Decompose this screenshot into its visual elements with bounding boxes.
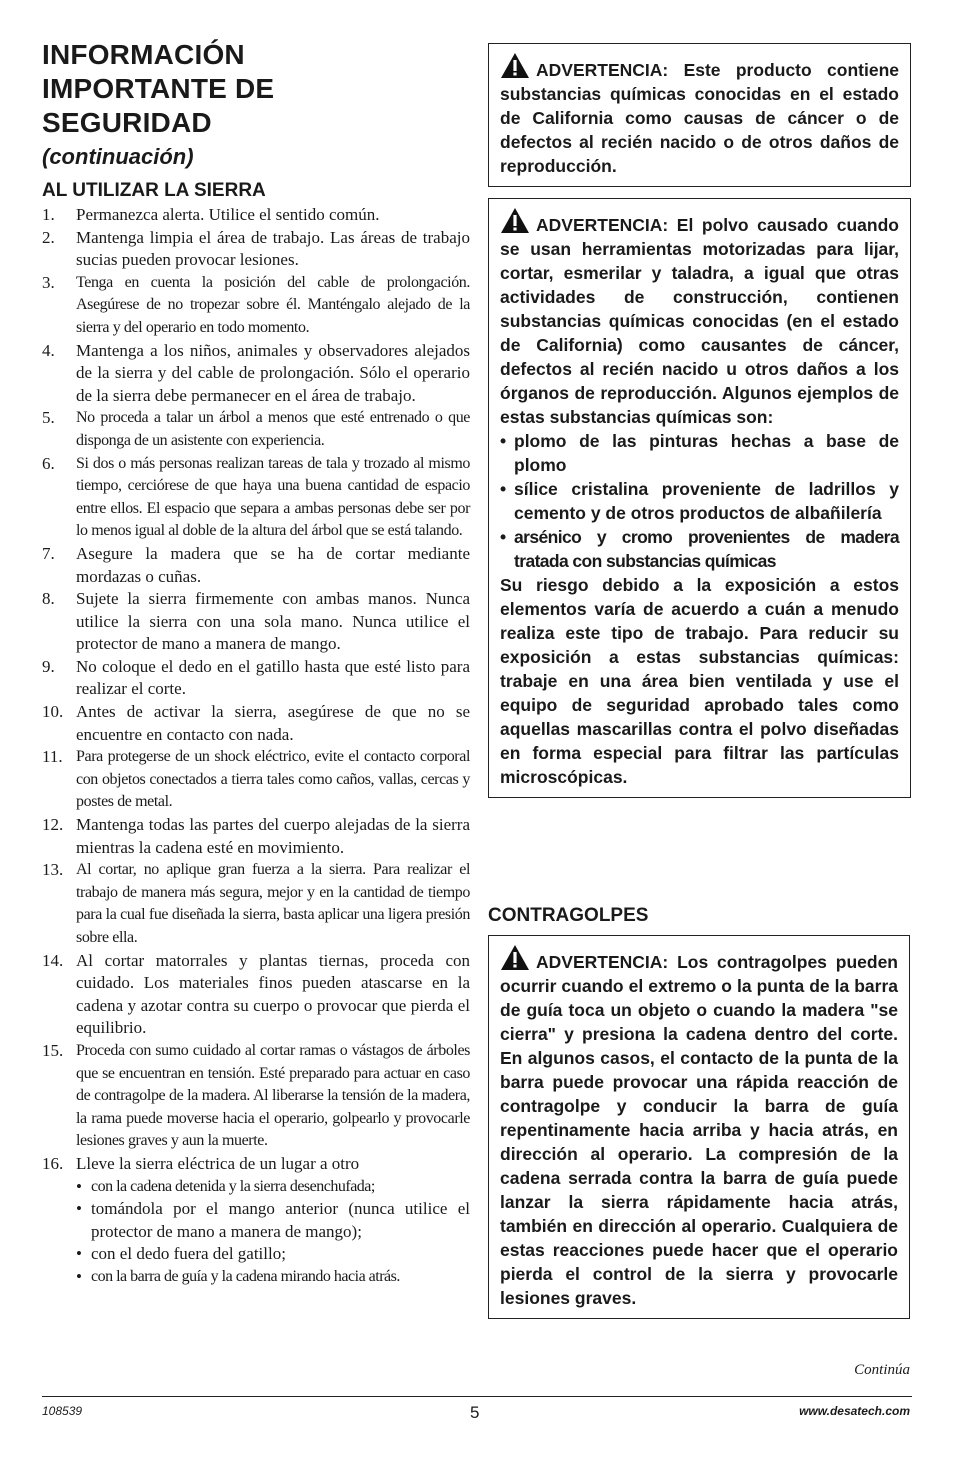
sub-list-item bbox=[76, 1176, 470, 1199]
item-text: Mantenga a los niños, animales y observadores alejados de la sierra y del cable de prolongación. Sólo el operario de la sierra debe permanecer en el área de trabajo. bbox=[76, 340, 470, 405]
item-text: Para protegerse de un shock eléctrico, evite el contacto corporal con objetos conectados a tierra tales como caños, vallas, cercas y postes de metal. bbox=[76, 748, 470, 811]
list-item bbox=[42, 588, 470, 656]
list-item bbox=[42, 453, 470, 543]
left-column bbox=[42, 38, 470, 1289]
item-text: Proceda con sumo cuidado al cortar ramas o vástagos de árboles que se encuentran en tensión. Esté preparado para actuar en caso de contragolpe de la madera. Al liberarse la tensión de la madera, la rama puede moverse hacia el operario, golpearlo y provocarle lesiones graves y aun la muerte. bbox=[76, 1041, 470, 1150]
title-line-1: INFORMACIÓN bbox=[42, 39, 245, 70]
right-column bbox=[488, 43, 911, 798]
carry-subitems-list bbox=[76, 1176, 470, 1289]
item-number: 11. bbox=[42, 747, 63, 767]
sub-list-item bbox=[76, 1266, 470, 1289]
bullet-text: sílice cristalina proveniente de ladrillos y cemento y de otros productos de albañilería bbox=[514, 479, 899, 523]
item-number: 1. bbox=[42, 205, 55, 224]
bullet-icon: • bbox=[76, 1176, 82, 1196]
bullet-icon: • bbox=[76, 1266, 82, 1286]
bullet-icon: • bbox=[500, 527, 507, 547]
title-line-3: SEGURIDAD bbox=[42, 107, 212, 138]
sub-list-item bbox=[76, 1243, 470, 1266]
page-subtitle: (continuación) bbox=[42, 144, 194, 169]
list-item bbox=[42, 701, 470, 746]
list-item bbox=[42, 859, 470, 949]
kickback-section-heading: CONTRAGOLPES bbox=[488, 905, 649, 926]
bullet-icon: • bbox=[500, 479, 507, 499]
warning-triangle-icon bbox=[500, 52, 530, 79]
warning-paragraph bbox=[500, 207, 899, 429]
item-text: Antes de activar la sierra, asegúrese de que no se encuentre en contacto con nada. bbox=[76, 702, 470, 744]
page-title bbox=[42, 38, 470, 140]
list-item bbox=[42, 227, 470, 272]
item-text: Si dos o más personas realizan tareas de tala y trozado al mismo tiempo, cerciórese de que haya una buena cantidad de espacio entre ellos. El espacio que separa a ambas personas debe ser por lo menos igual al doble de la altura del árbol que se está talando. bbox=[76, 454, 470, 540]
list-item bbox=[42, 543, 470, 588]
list-item bbox=[42, 656, 470, 701]
dust-warning-box bbox=[488, 198, 911, 798]
item-number: 2. bbox=[42, 227, 55, 247]
item-number: 7. bbox=[42, 543, 55, 563]
item-text: Tenga en cuenta la posición del cable de prolongación. Asegúrese de no tropezar sobre él. Manténgalo alejado de la sierra y del operario en todo momento. bbox=[76, 273, 470, 336]
list-item bbox=[42, 204, 470, 227]
list-item bbox=[500, 477, 899, 525]
doc-number: 108539 bbox=[42, 1404, 83, 1418]
list-item bbox=[42, 746, 470, 814]
website-link[interactable]: www.desatech.com bbox=[799, 1404, 910, 1418]
chemical-examples-list bbox=[500, 429, 899, 573]
item-number: 15. bbox=[42, 1040, 64, 1060]
list-item bbox=[42, 1153, 470, 1289]
list-item bbox=[500, 429, 899, 477]
item-number: 12. bbox=[42, 815, 64, 835]
list-item bbox=[42, 272, 470, 340]
sub-item-text: con la barra de guía y la cadena mirando hacia atrás. bbox=[91, 1267, 400, 1285]
item-number: 6. bbox=[42, 453, 55, 473]
item-number: 8. bbox=[42, 589, 55, 609]
item-text: Al cortar, no aplique gran fuerza a la sierra. Para realizar el trabajo de manera más segura, mejor y en la cantidad de tiempo para la cual fue diseñada la sierra, basta aplicar una ligera presión sobre ella. bbox=[76, 861, 470, 946]
title-line-2: IMPORTANTE DE bbox=[42, 73, 275, 104]
warning-text: ADVERTENCIA: Este producto contiene substancias químicas conocidas en el estado de California como causas de cáncer o de defectos al recién nacido o de otros daños de reproducción. bbox=[500, 60, 899, 176]
warning-paragraph bbox=[500, 944, 898, 1310]
sub-item-text: tomándola por el mango anterior (nunca utilice el protector de mano a manera de mango); bbox=[91, 1199, 470, 1241]
sub-list-item bbox=[76, 1198, 470, 1243]
item-number: 14. bbox=[42, 950, 64, 970]
warning-closing-text: Su riesgo debido a la exposición a estos elementos varía de acuerdo a cuán a menudo realiza este tipo de trabajo. Para reducir su exposición a estas substancias químicas: trabaje en una área bien ventilada y use el equipo de seguridad aprobado tales como aquellas mascarillas contra el polvo diseñadas en forma especial para filtrar las partículas microscópicas. bbox=[500, 575, 899, 787]
saw-section-heading: AL UTILIZAR LA SIERRA bbox=[42, 180, 266, 201]
item-number: 9. bbox=[42, 656, 55, 676]
warning-text: ADVERTENCIA: Los contragolpes pueden ocurrir cuando el extremo o la punta de la barra de guía toca un objeto o cuando la madera "se cierra" y presiona la cadena dentro del corte. En algunos casos, el contacto de la punta de la barra puede provocar una rápida reacción de contragolpe y conducir la barra de guía repentinamente hacia arriba y hacia atrás, en dirección al operario. La compresión de la cadena serrada contra la barra de guía puede lanzar la sierra rápidamente hacia atrás, también en dirección al operario. Cualquiera de estas reacciones puede hacer que el operario pierda el control de la sierra y provocarle lesiones graves. bbox=[500, 952, 898, 1308]
list-item bbox=[42, 1040, 470, 1153]
list-item bbox=[500, 525, 899, 573]
warning-paragraph bbox=[500, 52, 899, 178]
warning-text: ADVERTENCIA: El polvo causado cuando se usan herramientas motorizadas para lijar, cortar, esmerilar y taladra, a igual que otras actividades de construcción, contienen substancias químicas conocidas (en el estado de California) como causantes de cáncer, defectos al recién nacido u otros daños a los órganos de reproducción. Algunos ejemplos de estas substancias químicas son: bbox=[500, 215, 899, 427]
item-number: 4. bbox=[42, 340, 55, 360]
sub-item-text: con el dedo fuera del gatillo; bbox=[91, 1244, 286, 1264]
item-number: 16. bbox=[42, 1153, 64, 1173]
item-text-with-subitems bbox=[76, 1153, 470, 1289]
item-number: 10. bbox=[42, 702, 64, 722]
page-number: 5 bbox=[470, 1403, 480, 1422]
item-text: Asegure la madera que se ha de cortar mediante mordazas o cuñas. bbox=[76, 543, 470, 586]
list-item bbox=[42, 407, 470, 452]
list-item bbox=[42, 814, 470, 859]
list-item bbox=[42, 340, 470, 408]
bullet-text: arsénico y cromo provenientes de madera tratada con substancias químicas bbox=[514, 527, 899, 571]
bullet-text: plomo de las pinturas hechas a base de plomo bbox=[514, 431, 899, 475]
continued-label: Continúa bbox=[854, 1362, 910, 1378]
sub-item-text: con la cadena detenida y la sierra desenchufada; bbox=[91, 1177, 375, 1195]
bullet-icon: • bbox=[76, 1199, 82, 1219]
bullet-icon: • bbox=[500, 431, 507, 451]
list-item bbox=[42, 950, 470, 1040]
bullet-icon: • bbox=[76, 1244, 82, 1264]
item-text: No proceda a talar un árbol a menos que esté entrenado o que disponga de un asistente con experiencia. bbox=[76, 409, 470, 449]
item-text: No coloque el dedo en el gatillo hasta que esté listo para realizar el corte. bbox=[76, 656, 470, 699]
warning-triangle-icon bbox=[500, 944, 530, 971]
california-warning-box bbox=[488, 43, 911, 187]
item-text: Mantenga limpia el área de trabajo. Las áreas de trabajo sucias pueden provocar lesiones. bbox=[76, 227, 470, 270]
saw-rules-list bbox=[42, 204, 470, 1289]
item-text: Al cortar matorrales y plantas tiernas, proceda con cuidado. Los materiales finos pueden atascarse en la cadena y azotar contra su cuerpo o provocar que pierda el equilibrio. bbox=[76, 950, 470, 1038]
footer-divider bbox=[42, 1396, 912, 1397]
item-text: Permanezca alerta. Utilice el sentido común. bbox=[76, 205, 380, 224]
item-text: Mantenga todas las partes del cuerpo alejadas de la sierra mientras la cadena esté en movimiento. bbox=[76, 815, 470, 857]
warning-triangle-icon bbox=[500, 207, 530, 234]
kickback-warning-box bbox=[488, 935, 910, 1319]
item-number: 3. bbox=[42, 272, 55, 292]
item-text: Sujete la sierra firmemente con ambas manos. Nunca utilice la sierra con una sola mano. Nunca utilice el protector de mano a manera de mango. bbox=[76, 589, 470, 654]
item-number: 13. bbox=[42, 860, 64, 880]
item-number: 5. bbox=[42, 408, 55, 428]
item-text: Lleve la sierra eléctrica de un lugar a otro bbox=[76, 1153, 360, 1173]
